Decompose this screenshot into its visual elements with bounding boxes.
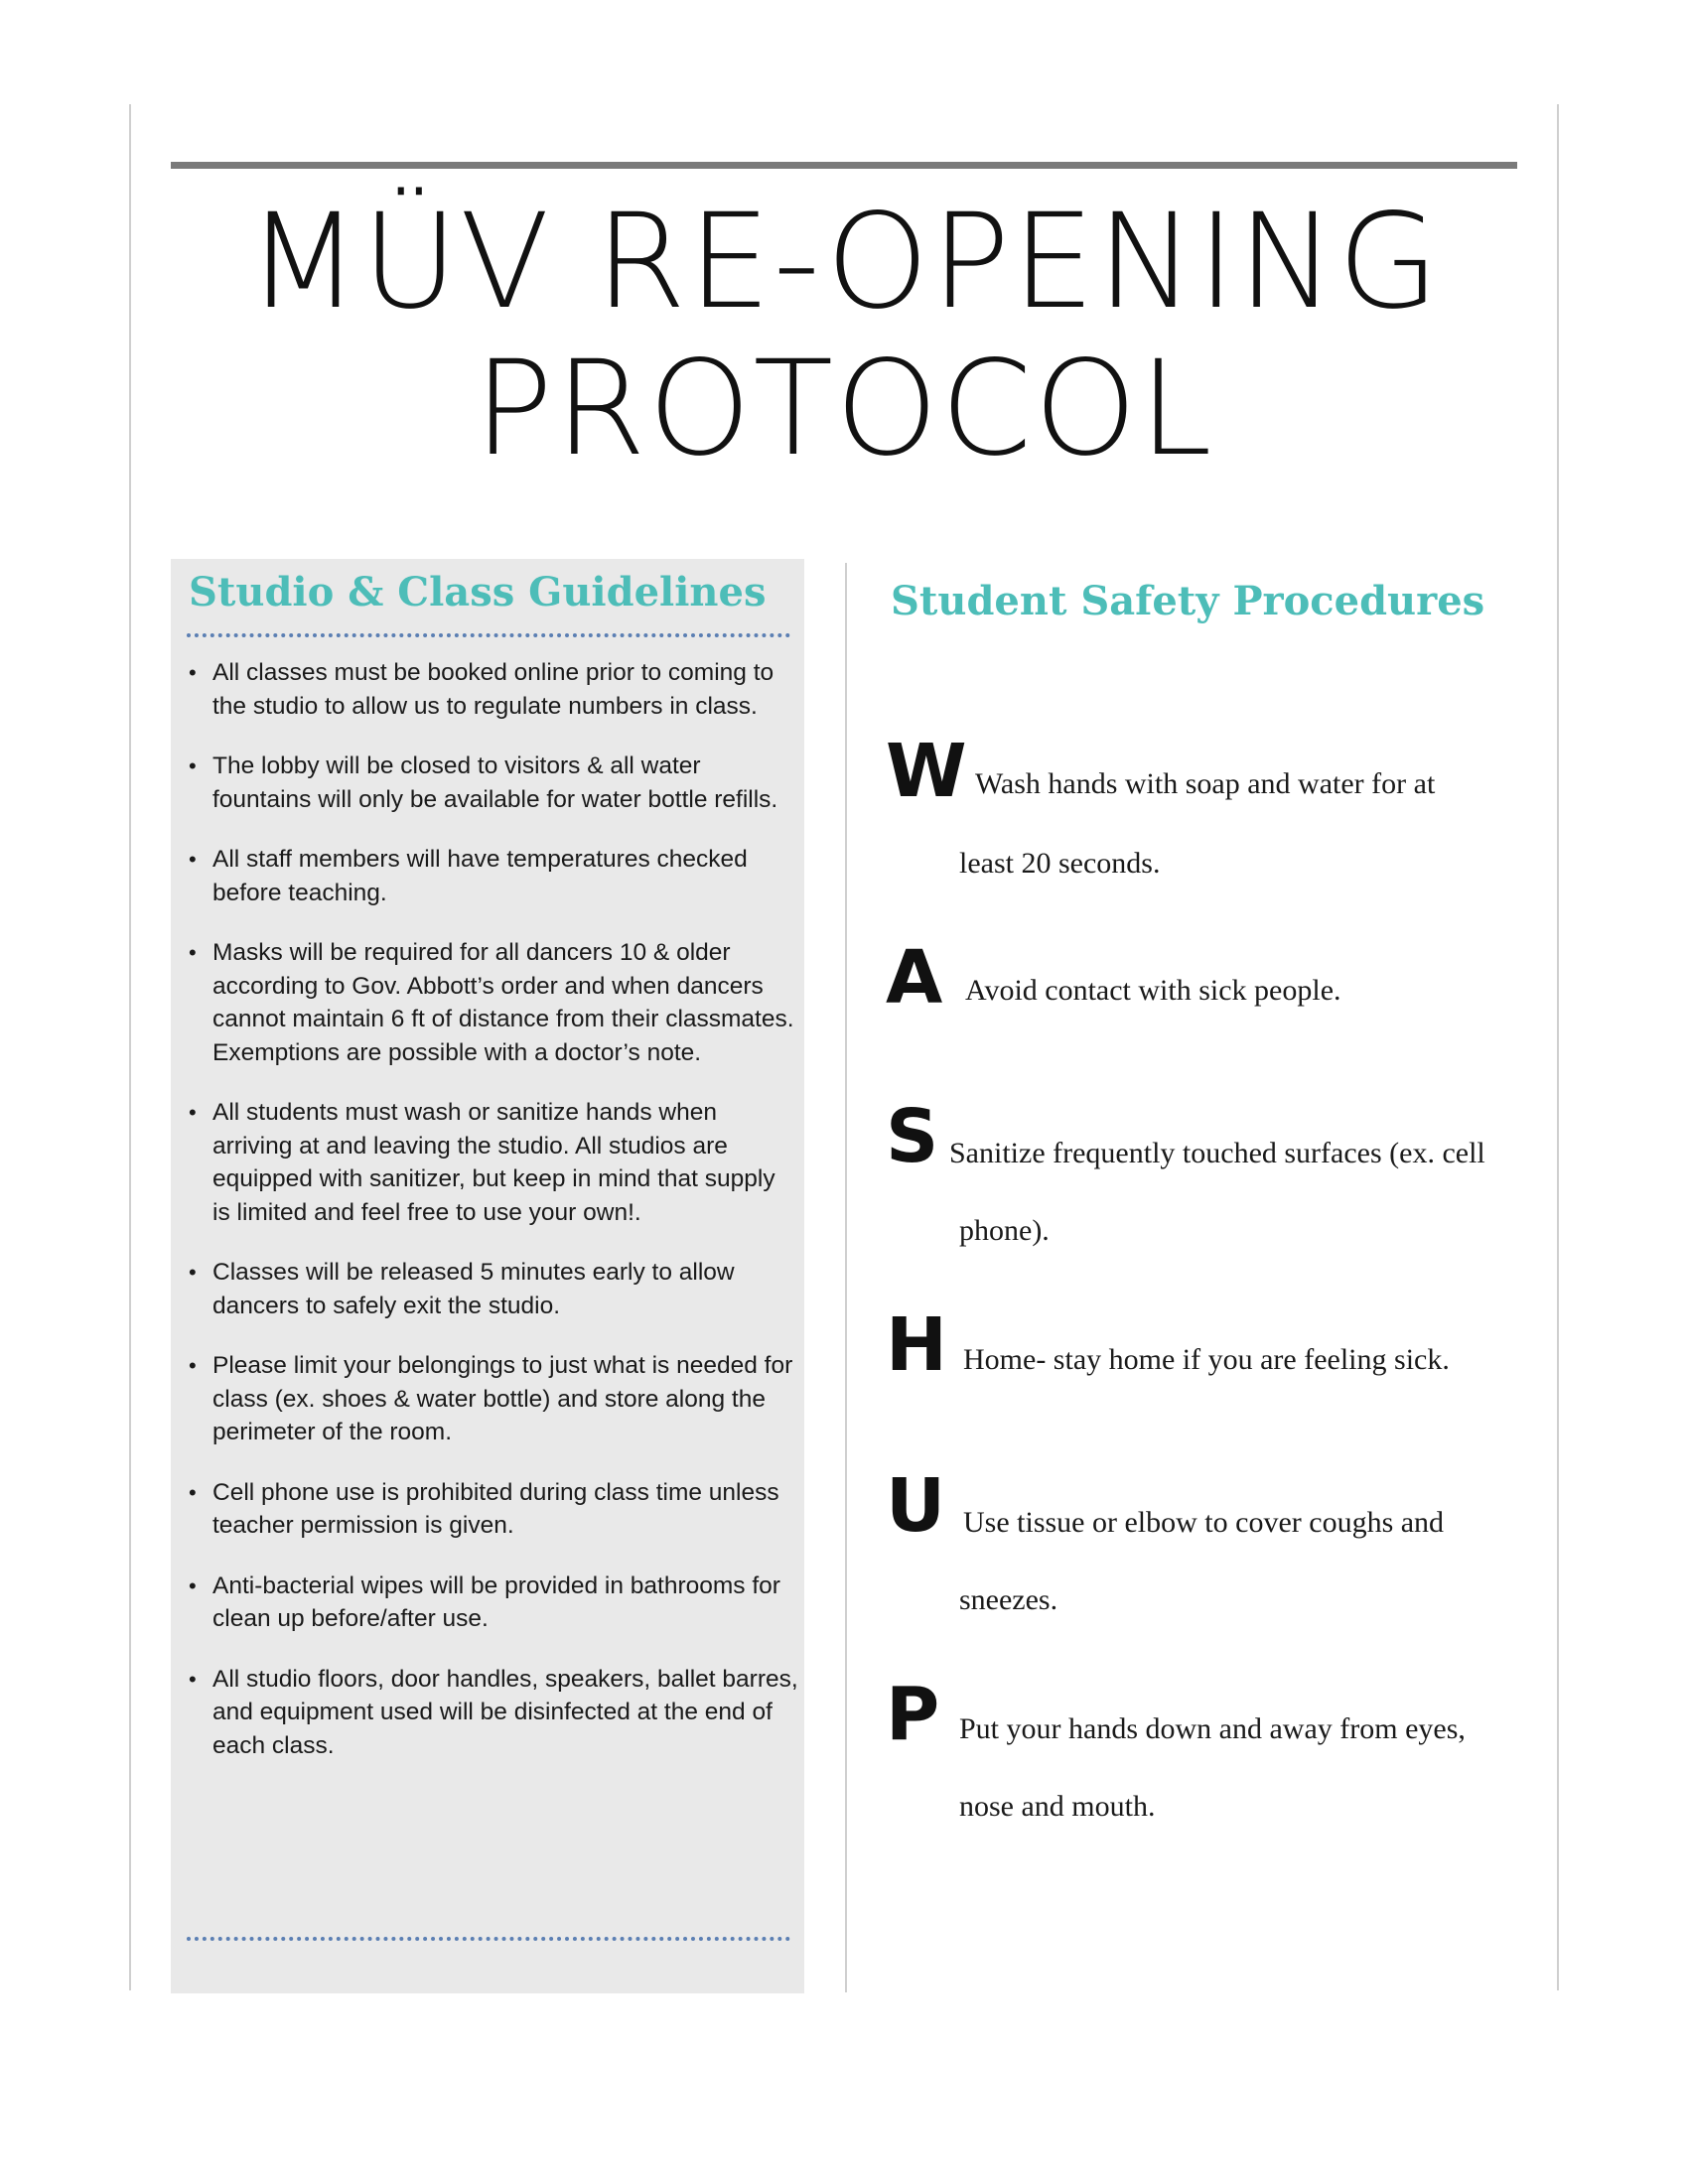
bullet-icon: • [189,1100,197,1125]
guideline-item [187,1096,798,1229]
bullet-icon: • [189,940,197,965]
dotted-divider-top [187,633,790,637]
procedure-text: Put your hands down and away from eyes, [959,1712,1466,1745]
page-border-left [129,104,131,1990]
guideline-item [187,1256,798,1322]
guideline-text: Cell phone use is prohibited during class time unless teacher permission is given. [212,1478,779,1539]
procedure-letter-p: P [886,1672,940,1757]
guideline-text: Anti-bacterial wipes will be provided in bathrooms for clean up before/after use. [212,1571,780,1632]
page-border-right [1557,104,1559,1990]
guideline-text: The lobby will be closed to visitors & all water fountains will only be available for water bottle refills. [212,752,778,813]
guideline-item [187,1570,798,1636]
procedure-letter-w: W [886,729,967,814]
bullet-icon: • [189,660,197,685]
top-rule [171,162,1517,169]
guideline-text: All studio floors, door handles, speakers, ballet barres, and equipment used will be disinfected at the end of each class. [212,1665,798,1759]
guideline-item [187,1349,798,1449]
bullet-icon: • [189,1479,197,1505]
guidelines-panel [171,559,804,1993]
procedure-letter-s: S [886,1094,939,1179]
guidelines-heading: Studio & Class Guidelines [189,569,767,615]
procedure-text: sneezes. [959,1583,1058,1616]
dotted-divider-bottom [187,1937,790,1941]
procedure-letter-a: A [886,935,943,1021]
procedure-text: least 20 seconds. [959,847,1161,880]
procedure-text: nose and mouth. [959,1790,1156,1823]
procedure-text: Use tissue or elbow to cover coughs and [963,1506,1445,1539]
guideline-item [187,1476,798,1543]
column-divider [845,563,847,1992]
procedure-text: Wash hands with soap and water for at [975,767,1436,800]
guideline-item [187,843,798,909]
bullet-icon: • [189,847,197,872]
guideline-text: Please limit your belongings to just what is needed for class (ex. shoes & water bottle) and store along the perimeter of the room. [212,1352,793,1445]
guideline-item [187,750,798,816]
procedure-text: Avoid contact with sick people. [965,974,1341,1007]
title-line-2: PROTOCOL [474,333,1214,485]
bullet-icon: • [189,1353,197,1378]
guideline-text: All students must wash or sanitize hands when arriving at and leaving the studio. All studios are equipped with sanitizer, but keep in mind that supply is limited and feel free to use your own!. [212,1099,775,1226]
procedure-text: Home- stay home if you are feeling sick. [963,1343,1450,1376]
procedure-text: phone). [959,1214,1050,1247]
procedure-text: Sanitize frequently touched surfaces (ex. cell [949,1137,1485,1169]
guideline-item [187,656,798,723]
title-line-1: MÜV RE-OPENING [246,186,1442,339]
guideline-item [187,1663,798,1763]
guideline-text: Classes will be released 5 minutes early to allow dancers to safely exit the studio. [212,1259,735,1319]
procedure-letter-u: U [886,1463,946,1549]
procedures-heading: Student Safety Procedures [891,578,1485,624]
bullet-icon: • [189,1572,197,1598]
guidelines-list [187,656,798,1789]
guideline-text: All classes must be booked online prior to coming to the studio to allow us to regulate numbers in class. [212,659,774,720]
guideline-text: All staff members will have temperatures checked before teaching. [212,846,748,906]
bullet-icon: • [189,1260,197,1285]
procedure-letter-h: H [886,1302,947,1388]
guideline-item [187,936,798,1069]
bullet-icon: • [189,753,197,778]
bullet-icon: • [189,1666,197,1692]
guideline-text: Masks will be required for all dancers 10 & older according to Gov. Abbott’s order and when dancers cannot maintain 6 ft of distance from their classmates. Exemptions are possible with a doctor’s note. [212,939,794,1066]
page-title [171,186,1517,485]
